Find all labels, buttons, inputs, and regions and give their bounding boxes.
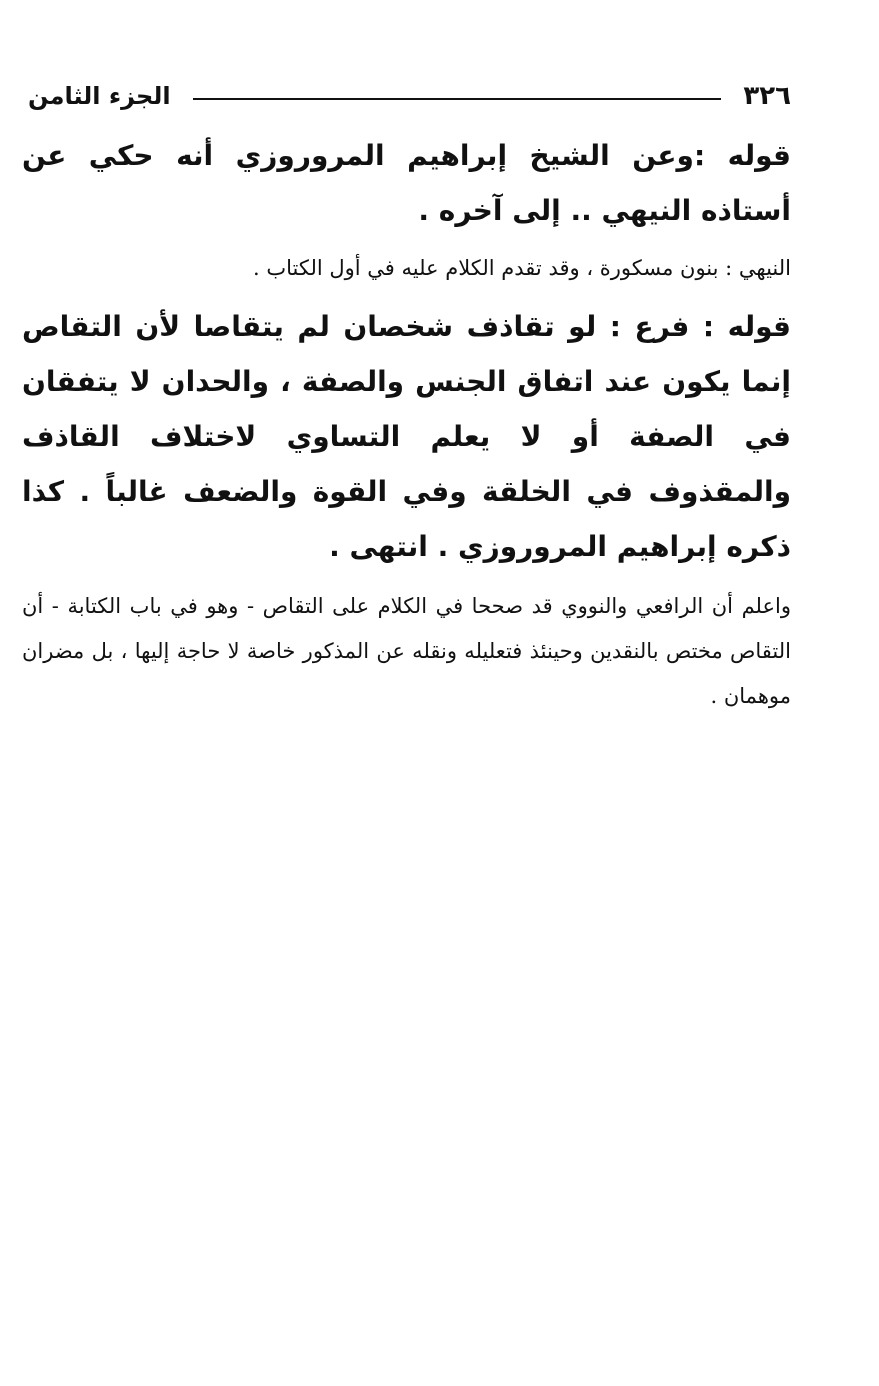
header-rule bbox=[193, 98, 722, 100]
quoted-passage: قوله :وعن الشيخ إبراهيم المروروزي أنه حكي عن أستاذه النيهي .. إلى آخره . bbox=[22, 139, 791, 227]
page-number: ٣٢٦ bbox=[743, 81, 791, 111]
quoted-passage: قوله : فرع : لو تقاذف شخصان لم يتقاصا لأن التقاص إنما يكون عند اتفاق الجنس والصفة ، والحدان لا يتفقان في الصفة أو لا يعلم التساوي لاختلاف القاذف والمقذوف في الخلقة وفي القوة والضعف غالباً . كذا ذكره إبراهيم المروروزي . انتهى . bbox=[22, 310, 791, 563]
page-body bbox=[22, 128, 791, 719]
page-header bbox=[28, 76, 791, 116]
running-title: الجزء الثامن bbox=[28, 82, 171, 110]
commentary-paragraph: النيهي : بنون مسكورة ، وقد تقدم الكلام عليه في أول الكتاب . bbox=[253, 256, 791, 280]
commentary-paragraph: واعلم أن الرافعي والنووي قد صححا في الكلام على التقاص - وهو في باب الكتابة - أن التقاص مختص بالنقدين وحينئذ فتعليله ونقله عن المذكور خاصة لا حاجة إليها ، بل مضران موهمان . bbox=[22, 594, 791, 708]
